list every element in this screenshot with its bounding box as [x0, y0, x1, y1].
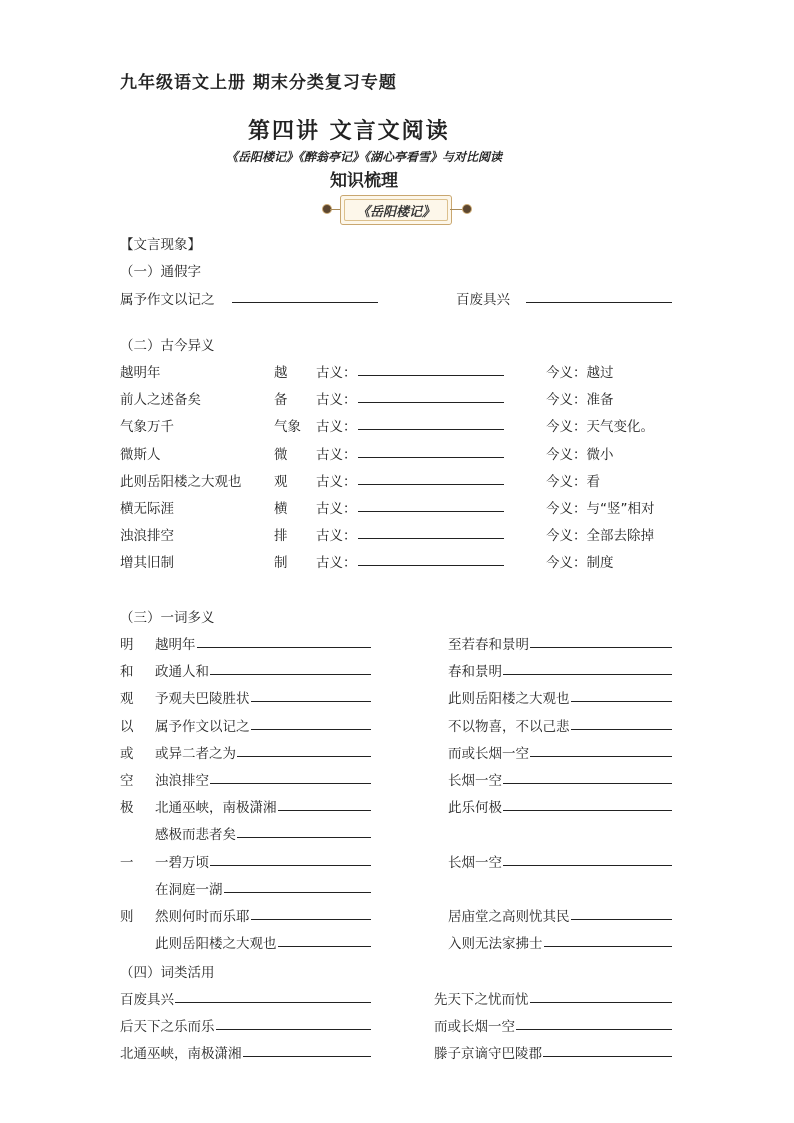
gujin-word: 制 [274, 555, 288, 572]
gujin-word: 微 [274, 446, 288, 463]
cilei-example: 滕子京谪守巴陵郡 [434, 1046, 542, 1063]
answer-blank[interactable] [503, 783, 672, 784]
gu-label: 古义： [316, 419, 357, 436]
yici-heading: （三）一词多义 [120, 610, 215, 626]
yici-example: 浊浪排空 [155, 773, 209, 789]
tongjia-item-left: 属予作文以记之 [120, 292, 215, 308]
answer-blank[interactable] [232, 302, 378, 303]
yici-example: 此则岳阳楼之大观也 [155, 936, 277, 953]
yici-example: 或异二者之为 [155, 745, 236, 762]
jin-meaning: 今义：越过 [546, 365, 614, 381]
answer-blank[interactable] [358, 484, 504, 485]
yici-example: 政通人和 [155, 664, 209, 681]
cilei-example: 北通巫峡，南极潇湘 [120, 1046, 242, 1063]
yici-example: 居庙堂之高则忧其民 [448, 909, 570, 925]
yici-example: 入则无法家拂士 [448, 936, 543, 953]
jin-meaning: 今义：全部去除掉 [546, 528, 654, 545]
gujin-word: 横 [274, 501, 288, 517]
tongjia-item-right: 百废具兴 [456, 292, 510, 308]
answer-blank[interactable] [278, 946, 372, 947]
yici-char: 一 [120, 854, 134, 871]
cilei-example: 后天下之乐而乐 [120, 1019, 215, 1036]
answer-blank[interactable] [358, 565, 504, 566]
answer-blank[interactable] [358, 538, 504, 539]
answer-blank[interactable] [251, 701, 372, 702]
answer-blank[interactable] [530, 756, 672, 757]
yici-char: 以 [120, 718, 134, 735]
answer-blank[interactable] [237, 756, 371, 757]
jin-meaning: 今义：制度 [546, 555, 614, 572]
answer-blank[interactable] [544, 946, 673, 947]
yici-example: 春和景明 [448, 664, 502, 681]
banner-label: 《岳阳楼记》 [340, 195, 452, 225]
yici-example: 而或长烟一空 [448, 745, 529, 762]
section-title: 知识梳理 [330, 171, 398, 191]
yici-example: 不以物喜，不以己悲 [448, 718, 570, 735]
answer-blank[interactable] [530, 1002, 673, 1003]
answer-blank[interactable] [503, 810, 672, 811]
gujin-phrase: 此则岳阳楼之大观也 [120, 473, 242, 490]
answer-blank[interactable] [278, 810, 372, 811]
answer-blank[interactable] [571, 729, 673, 730]
answer-blank[interactable] [251, 729, 372, 730]
answer-blank[interactable] [358, 375, 504, 376]
cilei-heading: （四）词类活用 [120, 965, 215, 981]
gujin-phrase: 横无际涯 [120, 501, 174, 517]
banner-right-ornament [462, 204, 472, 214]
answer-blank[interactable] [216, 1029, 372, 1030]
jin-meaning: 今义：看 [546, 473, 600, 490]
answer-blank[interactable] [526, 302, 672, 303]
gujin-word: 备 [274, 392, 288, 409]
yici-example: 至若春和景明 [448, 637, 529, 653]
answer-blank[interactable] [530, 647, 672, 648]
jin-meaning: 今义：微小 [546, 446, 614, 463]
wenyan-heading: 【文言现象】 [120, 237, 201, 253]
gu-label: 古义： [316, 473, 357, 490]
answer-blank[interactable] [543, 1056, 672, 1057]
yici-example: 此则岳阳楼之大观也 [448, 691, 570, 708]
gu-label: 古义： [316, 501, 357, 517]
answer-blank[interactable] [251, 919, 372, 920]
answer-blank[interactable] [503, 674, 672, 675]
gujin-word: 排 [274, 528, 288, 545]
gujin-phrase: 气象万千 [120, 419, 174, 436]
answer-blank[interactable] [571, 919, 673, 920]
gujin-word: 越 [274, 365, 288, 381]
text-title-banner [322, 194, 472, 226]
answer-blank[interactable] [571, 701, 673, 702]
answer-blank[interactable] [358, 402, 504, 403]
gu-label: 古义： [316, 392, 357, 409]
yici-char: 或 [120, 745, 134, 762]
cilei-example: 先天下之忧而忧 [434, 992, 529, 1008]
yici-example: 北通巫峡，南极潇湘 [155, 800, 277, 817]
yici-char: 观 [120, 691, 134, 708]
gujin-phrase: 越明年 [120, 365, 161, 381]
answer-blank[interactable] [210, 865, 371, 866]
tongjia-heading: （一）通假字 [120, 264, 201, 280]
page-header: 九年级语文上册 期末分类复习专题 [120, 73, 397, 93]
yici-char: 则 [120, 909, 134, 925]
yici-char: 极 [120, 800, 134, 817]
answer-blank[interactable] [197, 647, 372, 648]
answer-blank[interactable] [516, 1029, 672, 1030]
jin-meaning: 今义：准备 [546, 392, 614, 409]
answer-blank[interactable] [224, 892, 372, 893]
yici-example: 在洞庭一湖 [155, 881, 223, 898]
yici-example: 然则何时而乐耶 [155, 909, 250, 925]
yici-example: 此乐何极 [448, 800, 502, 817]
answer-blank[interactable] [237, 837, 371, 838]
answer-blank[interactable] [210, 783, 371, 784]
answer-blank[interactable] [243, 1056, 372, 1057]
answer-blank[interactable] [175, 1002, 371, 1003]
gujin-phrase: 前人之述备矣 [120, 392, 201, 409]
yici-example: 感极而悲者矣 [155, 827, 236, 844]
answer-blank[interactable] [358, 429, 504, 430]
gu-label: 古义： [316, 365, 357, 381]
gujin-phrase: 浊浪排空 [120, 528, 174, 545]
gujin-heading: （二）古今异义 [120, 338, 215, 354]
gu-label: 古义： [316, 528, 357, 545]
answer-blank[interactable] [358, 457, 504, 458]
gu-label: 古义： [316, 555, 357, 572]
yici-example: 越明年 [155, 637, 196, 653]
jin-meaning: 今义：与“竖”相对 [546, 501, 655, 517]
yici-example: 一碧万顷 [155, 854, 209, 871]
yici-example: 予观夫巴陵胜状 [155, 691, 250, 708]
cilei-example: 而或长烟一空 [434, 1019, 515, 1036]
yici-char: 明 [120, 637, 134, 653]
jin-meaning: 今义：天气变化。 [546, 419, 654, 436]
yici-char: 空 [120, 773, 134, 789]
lesson-subtitle: 《岳阳楼记》《醉翁亭记》《湖心亭看雪》与对比阅读 [226, 150, 503, 164]
yici-char: 和 [120, 664, 134, 681]
gujin-phrase: 增其旧制 [120, 555, 174, 572]
lesson-title: 第四讲 文言文阅读 [248, 118, 450, 144]
yici-example: 长烟一空 [448, 854, 502, 871]
gu-label: 古义： [316, 446, 357, 463]
answer-blank[interactable] [503, 865, 672, 866]
yici-example: 属予作文以记之 [155, 718, 250, 735]
answer-blank[interactable] [210, 674, 371, 675]
gujin-phrase: 微斯人 [120, 446, 161, 463]
yici-example: 长烟一空 [448, 773, 502, 789]
gujin-word: 气象 [274, 419, 301, 436]
answer-blank[interactable] [358, 511, 504, 512]
gujin-word: 观 [274, 473, 288, 490]
cilei-example: 百废具兴 [120, 992, 174, 1008]
